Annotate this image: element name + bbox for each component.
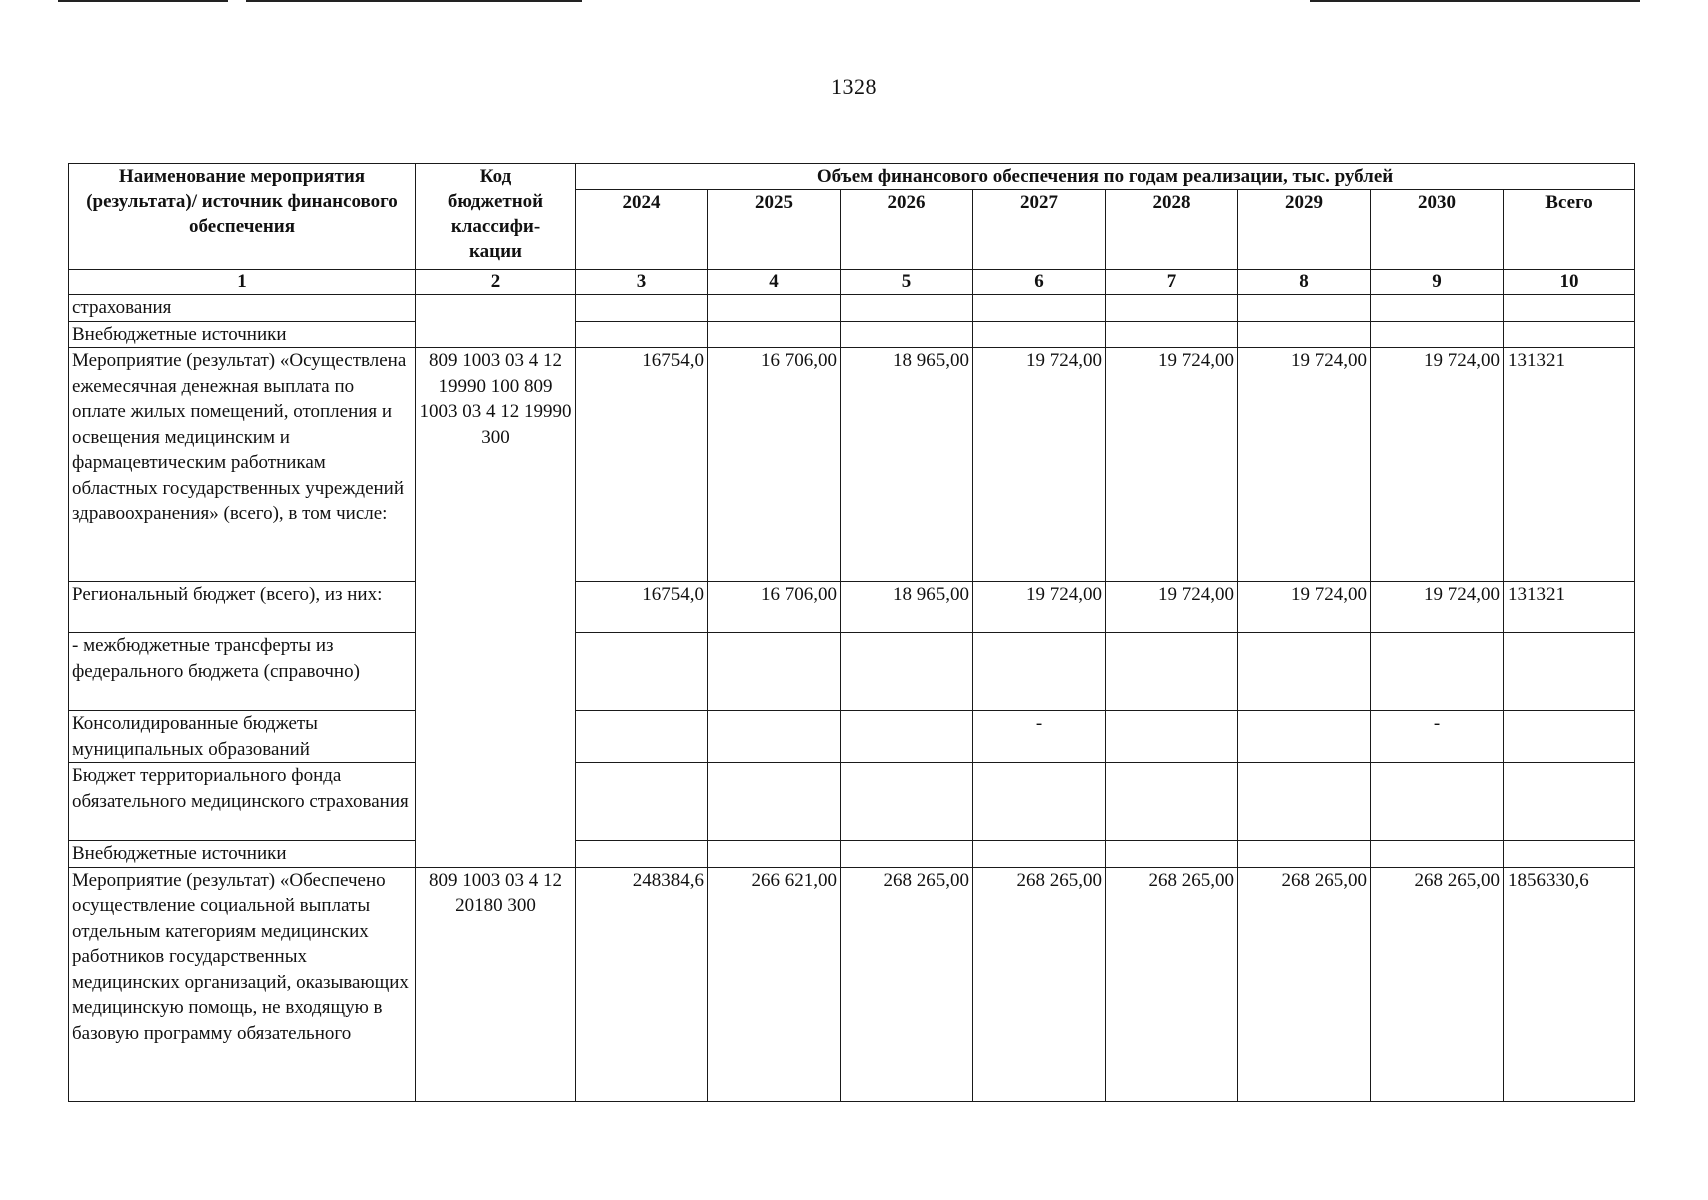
- row-value: [1371, 763, 1504, 841]
- row-value: [576, 763, 708, 841]
- row-value: 19 724,00: [973, 348, 1106, 582]
- row-code: [416, 295, 576, 322]
- table-row: [69, 841, 1635, 868]
- row-value: 16754,0: [576, 582, 708, 633]
- row-value: [1371, 633, 1504, 711]
- table-row: [69, 711, 1635, 763]
- row-code: [416, 763, 576, 841]
- row-value: [1106, 633, 1238, 711]
- header-year: 2026: [841, 190, 973, 270]
- row-value: [708, 763, 841, 841]
- table-row: [69, 582, 1635, 633]
- header-year: 2028: [1106, 190, 1238, 270]
- row-value: [841, 763, 973, 841]
- row-value: [1106, 295, 1238, 322]
- row-value: [1504, 841, 1635, 868]
- col-number: 7: [1106, 270, 1238, 295]
- col-number: 5: [841, 270, 973, 295]
- col-number: 10: [1504, 270, 1635, 295]
- row-total: 131321: [1504, 582, 1635, 633]
- row-value: [841, 841, 973, 868]
- row-value: [1106, 763, 1238, 841]
- row-value: [973, 295, 1106, 322]
- row-value: 19 724,00: [1371, 348, 1504, 582]
- row-value: [1371, 321, 1504, 348]
- row-total: 131321: [1504, 348, 1635, 582]
- row-value: [1238, 321, 1371, 348]
- top-scan-line-right: [1310, 0, 1640, 2]
- row-value: [1106, 321, 1238, 348]
- row-value: [1504, 711, 1635, 763]
- row-code: [416, 633, 576, 711]
- col-number: 4: [708, 270, 841, 295]
- header-name: Наименование мероприятия (результата)/ источник финансового обеспечения: [69, 164, 416, 270]
- row-value: [1238, 633, 1371, 711]
- row-value: [1371, 295, 1504, 322]
- row-name: Бюджет территориального фонда обязательного медицинского страхования: [69, 763, 416, 841]
- row-value: [1238, 295, 1371, 322]
- row-value: 268 265,00: [1238, 867, 1371, 1101]
- row-value: 16 706,00: [708, 582, 841, 633]
- row-value: [1504, 763, 1635, 841]
- row-value: -: [1371, 711, 1504, 763]
- row-value: 268 265,00: [841, 867, 973, 1101]
- row-code: [416, 841, 576, 868]
- row-value: 19 724,00: [1371, 582, 1504, 633]
- header-year: 2025: [708, 190, 841, 270]
- col-number: 2: [416, 270, 576, 295]
- col-number: 3: [576, 270, 708, 295]
- row-value: [1504, 321, 1635, 348]
- row-value: [1106, 711, 1238, 763]
- col-number: 8: [1238, 270, 1371, 295]
- row-value: [841, 295, 973, 322]
- row-name: Мероприятие (результат) «Обеспечено осуществление социальной выплаты отдельным категориям медицинских работников государственных медицинских организаций, оказывающих медицинскую помощь, не входящую в базовую программу обязательного: [69, 867, 416, 1101]
- row-name: Консолидированные бюджеты муниципальных образований: [69, 711, 416, 763]
- row-value: 268 265,00: [1371, 867, 1504, 1101]
- table-row: [69, 867, 1635, 1101]
- top-scan-line-mid: [246, 0, 582, 2]
- row-value: [708, 841, 841, 868]
- row-value: 248384,6: [576, 867, 708, 1101]
- row-name: Внебюджетные источники: [69, 321, 416, 348]
- row-name: - межбюджетные трансферты из федерального бюджета (справочно): [69, 633, 416, 711]
- row-value: [841, 633, 973, 711]
- header-year: 2030: [1371, 190, 1504, 270]
- financing-table: [68, 163, 1635, 1102]
- row-code: [416, 582, 576, 633]
- top-scan-line-left: [58, 0, 228, 2]
- col-number: 6: [973, 270, 1106, 295]
- row-value: [708, 295, 841, 322]
- header-year: 2024: [576, 190, 708, 270]
- row-value: 18 965,00: [841, 348, 973, 582]
- row-code: [416, 711, 576, 763]
- row-value: 16754,0: [576, 348, 708, 582]
- row-code: 809 1003 03 4 12 20180 300: [416, 867, 576, 1101]
- header-year: 2029: [1238, 190, 1371, 270]
- table-row: [69, 633, 1635, 711]
- row-value: [973, 763, 1106, 841]
- row-value: [1504, 633, 1635, 711]
- row-value: [576, 633, 708, 711]
- table-row: [69, 763, 1635, 841]
- row-value: [841, 321, 973, 348]
- row-total: 1856330,6: [1504, 867, 1635, 1101]
- row-value: [576, 295, 708, 322]
- row-code: 809 1003 03 4 12 19990 100 809 1003 03 4 12 19990 300: [416, 348, 576, 582]
- row-value: [708, 633, 841, 711]
- header-code: Код бюджетной классифи-кации: [416, 164, 576, 270]
- row-value: 268 265,00: [973, 867, 1106, 1101]
- row-value: 16 706,00: [708, 348, 841, 582]
- col-number: 9: [1371, 270, 1504, 295]
- row-value: -: [973, 711, 1106, 763]
- table-row: [69, 295, 1635, 322]
- row-name: Региональный бюджет (всего), из них:: [69, 582, 416, 633]
- row-value: 19 724,00: [1238, 348, 1371, 582]
- row-value: 19 724,00: [973, 582, 1106, 633]
- row-value: [708, 321, 841, 348]
- row-name: Внебюджетные источники: [69, 841, 416, 868]
- row-value: [1238, 841, 1371, 868]
- row-value: 268 265,00: [1106, 867, 1238, 1101]
- table-row: [69, 321, 1635, 348]
- col-number: 1: [69, 270, 416, 295]
- row-value: [1238, 763, 1371, 841]
- row-value: [1504, 295, 1635, 322]
- row-value: [576, 841, 708, 868]
- row-value: [841, 711, 973, 763]
- row-value: 19 724,00: [1106, 348, 1238, 582]
- header-year: 2027: [973, 190, 1106, 270]
- row-value: [1106, 841, 1238, 868]
- table-row: [69, 348, 1635, 582]
- row-value: [1238, 711, 1371, 763]
- row-value: 19 724,00: [1238, 582, 1371, 633]
- page-number: 1328: [831, 74, 877, 99]
- row-value: [576, 321, 708, 348]
- row-value: [973, 321, 1106, 348]
- row-value: [973, 633, 1106, 711]
- row-value: [1371, 841, 1504, 868]
- row-code: [416, 321, 576, 348]
- row-value: 19 724,00: [1106, 582, 1238, 633]
- row-value: 266 621,00: [708, 867, 841, 1101]
- header-total: Всего: [1504, 190, 1635, 270]
- header-volume: Объем финансового обеспечения по годам реализации, тыс. рублей: [576, 164, 1635, 190]
- row-value: [708, 711, 841, 763]
- row-value: 18 965,00: [841, 582, 973, 633]
- row-name: страхования: [69, 295, 416, 322]
- row-name: Мероприятие (результат) «Осуществлена ежемесячная денежная выплата по оплате жилых помещений, отопления и освещения медицинским и фармацевтическим работникам областных государственных учреждений здравоохранения» (всего), в том числе:: [69, 348, 416, 582]
- row-value: [576, 711, 708, 763]
- row-value: [973, 841, 1106, 868]
